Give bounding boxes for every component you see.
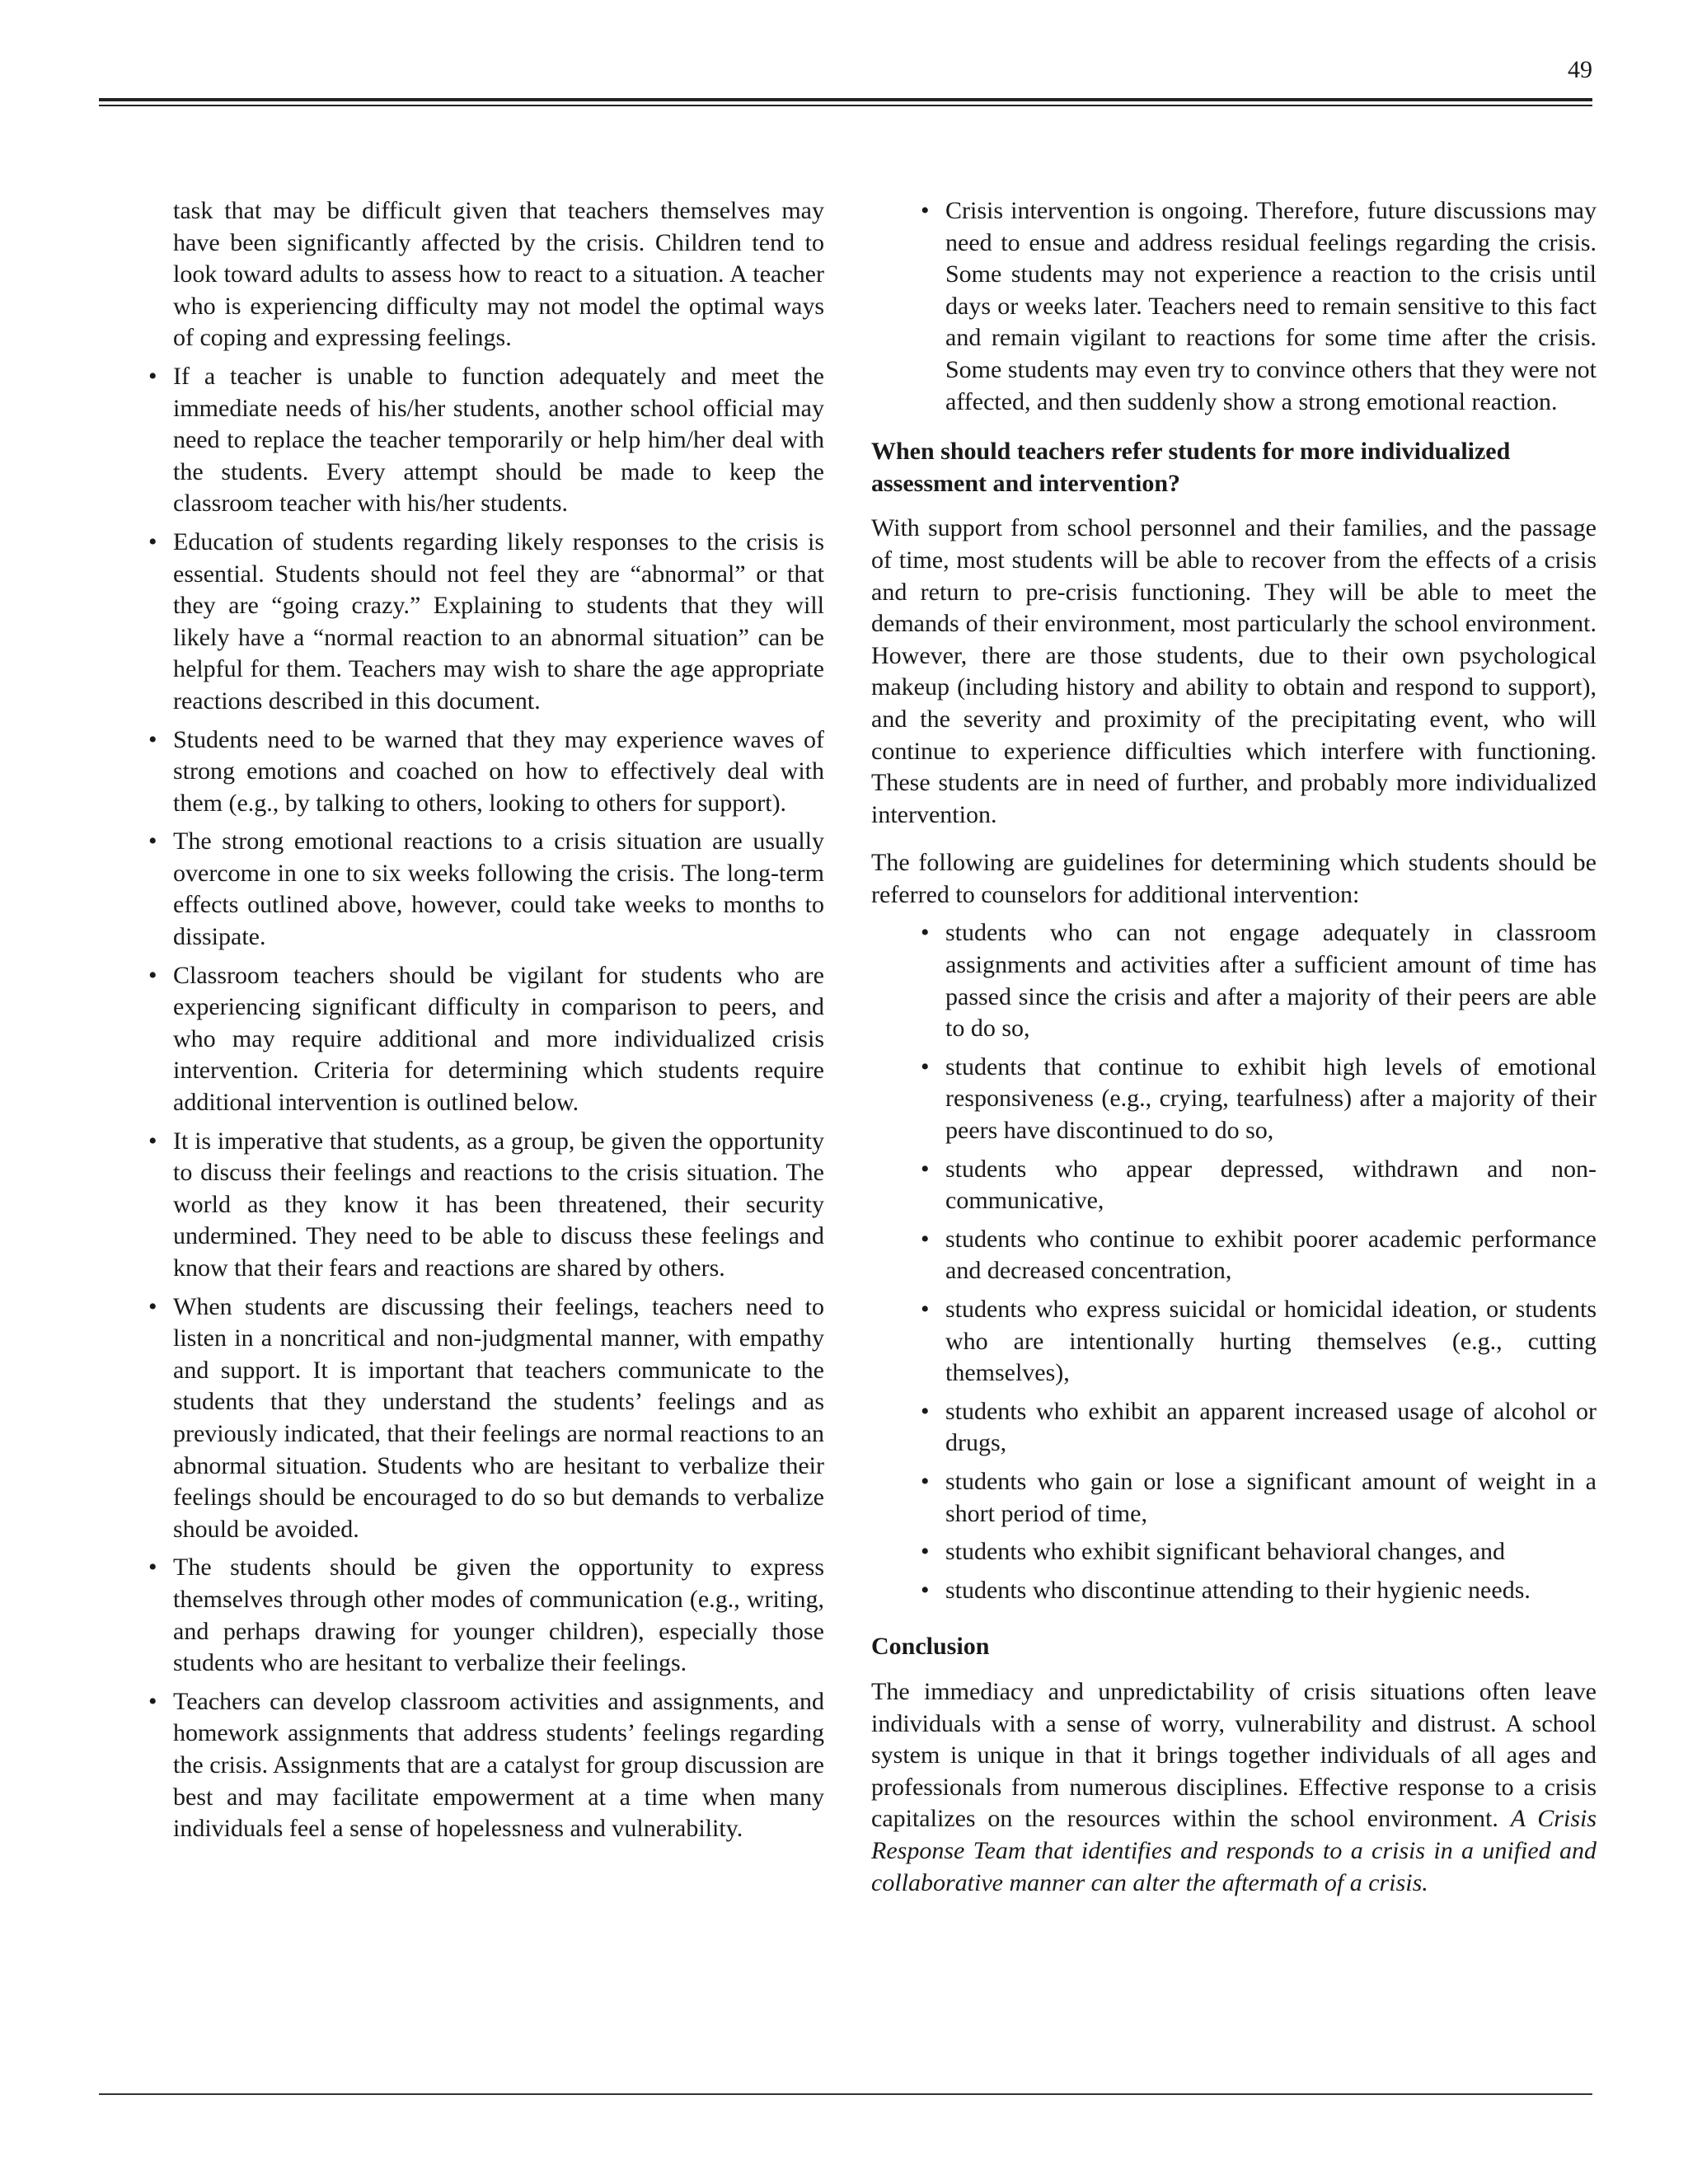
list-item: • students who exhibit an apparent increased usage of alcohol or drugs, — [871, 1396, 1597, 1460]
conclusion-paragraph — [871, 1676, 1597, 1899]
list-item: • students who can not engage adequately in classroom assignments and activities after a sufficient amount of time has passed since the crisis and after a majority of their peers are able to do so, — [871, 917, 1597, 1044]
list-item: • Crisis intervention is ongoing. Therefore, future discussions may need to ensue and address residual feelings regarding the crisis. Some students may not experience a reaction to the crisis until days or weeks later. Teachers need to remain sensitive to this fact and remain vigilant to reactions for some time after the crisis. Some students may even try to convince others that they were not affected, and then suddenly show a strong emotional reaction. — [871, 195, 1597, 418]
conclusion-italic: A Crisis Response Team that identifies and responds to a crisis in a unified and collaborative manner can alter the aftermath of a crisis. — [871, 1805, 1597, 1896]
conclusion-heading: Conclusion — [871, 1633, 990, 1661]
guidelines-list — [871, 917, 1597, 1606]
continuation-paragraph: task that may be difficult given that teachers themselves may have been significantly affected by the crisis. Children tend to look toward adults to assess how to react to a situation. A teacher who is experiencing difficulty may not model the optimal ways of coping and expressing feelings. — [173, 197, 824, 352]
list-item: • Teachers can develop classroom activities and assignments, and homework assignments that address students’ feelings regarding the crisis. Assignments that are a catalyst for group discussion are best and may facilitate empowerment at a time when many individuals feel a sense of hopelessness and vulnerability. — [99, 1686, 824, 1845]
left-column — [99, 195, 824, 1852]
refer-paragraph: With support from school personnel and their families, and the passage of time, most students will be able to recover from the effects of a crisis and return to pre-crisis functioning. They will be able to meet the demands of their environment, most particularly the school environment. However, there are those students, due to their own psychological makeup (including history and ability to obtain and respond to support), and the severity and proximity of the precipitating event, who will continue to experience difficulties which interfere with functioning. These students are in need of further, and probably more individualized intervention. — [871, 514, 1597, 828]
page-number: 49 — [1568, 56, 1592, 83]
guidelines-intro: The following are guidelines for determining which students should be referred to counselors for additional intervention: — [871, 849, 1597, 908]
list-item: • Students need to be warned that they may experience waves of strong emotions and coached on how to effectively deal with them (e.g., by talking to others, looking to others for support). — [99, 724, 824, 820]
right-top-bullet-list — [871, 195, 1597, 418]
list-item: • If a teacher is unable to function adequately and meet the immediate needs of his/her students, another school official may need to replace the teacher temporarily or help him/her deal with the students. Every attempt should be made to keep the classroom teacher with his/her students. — [99, 361, 824, 520]
list-item: • Education of students regarding likely responses to the crisis is essential. Students should not feel they are “abnormal” or that they are “going crazy.” Explaining to students that they will likely have a “normal reaction to an abnormal situation” can be helpful for them. Teachers may wish to share the age appropriate reactions described in this document. — [99, 527, 824, 718]
list-item: • students who express suicidal or homicidal ideation, or students who are intentionally hurting themselves (e.g., cutting themselves), — [871, 1294, 1597, 1390]
left-bullet-list — [99, 361, 824, 1845]
list-item: • students who appear depressed, withdrawn and non-communicative, — [871, 1154, 1597, 1217]
list-item: • students who continue to exhibit poorer academic performance and decreased concentration, — [871, 1224, 1597, 1287]
list-item: • Classroom teachers should be vigilant for students who are experiencing significant difficulty in comparison to peers, and who may require additional and more individualized crisis intervention. Criteria for determining which students require additional intervention is outlined below. — [99, 960, 824, 1119]
conclusion-text: The immediacy and unpredictability of crisis situations often leave individuals with a sense of worry, vulnerability and distrust. A school system is unique in that it brings together individuals of all ages and professionals from numerous disciplines. Effective response to a crisis capitalizes on the resources within the school environment. — [871, 1677, 1597, 1833]
header-rule-thin — [99, 105, 1592, 106]
footer-rule — [99, 2093, 1592, 2095]
list-item: • The students should be given the opportunity to express themselves through other modes of communication (e.g., writing, and perhaps drawing for younger children), especially those students who are hesitant to verbalize their feelings. — [99, 1552, 824, 1679]
header-rule-thick — [99, 98, 1592, 101]
refer-heading: When should teachers refer students for more individualized assessment and intervention? — [871, 438, 1511, 497]
list-item: • students who gain or lose a significant amount of weight in a short period of time, — [871, 1466, 1597, 1530]
right-column — [871, 195, 1597, 1915]
list-item: • It is imperative that students, as a group, be given the opportunity to discuss their feelings and reactions to the crisis situation. The world as they know it has been threatened, their security undermined. They need to be able to discuss these feelings and know that their fears and reactions are shared by others. — [99, 1126, 824, 1285]
list-item: • students who exhibit significant behavioral changes, and — [871, 1536, 1597, 1568]
list-item: • students who discontinue attending to their hygienic needs. — [871, 1575, 1597, 1607]
list-item: • students that continue to exhibit high levels of emotional responsiveness (e.g., crying, tearfulness) after a majority of their peers have discontinued to do so, — [871, 1052, 1597, 1147]
list-item: • When students are discussing their feelings, teachers need to listen in a noncritical and non-judgmental manner, with empathy and support. It is important that teachers communicate to the students that they understand the students’ feelings and as previously indicated, that their feelings are normal reactions to an abnormal situation. Students who are hesitant to verbalize their feelings should be encouraged to do so but demands to verbalize should be avoided. — [99, 1291, 824, 1546]
list-item: • The strong emotional reactions to a crisis situation are usually overcome in one to six weeks following the crisis. The long-term effects outlined above, however, could take weeks to months to dissipate. — [99, 826, 824, 953]
